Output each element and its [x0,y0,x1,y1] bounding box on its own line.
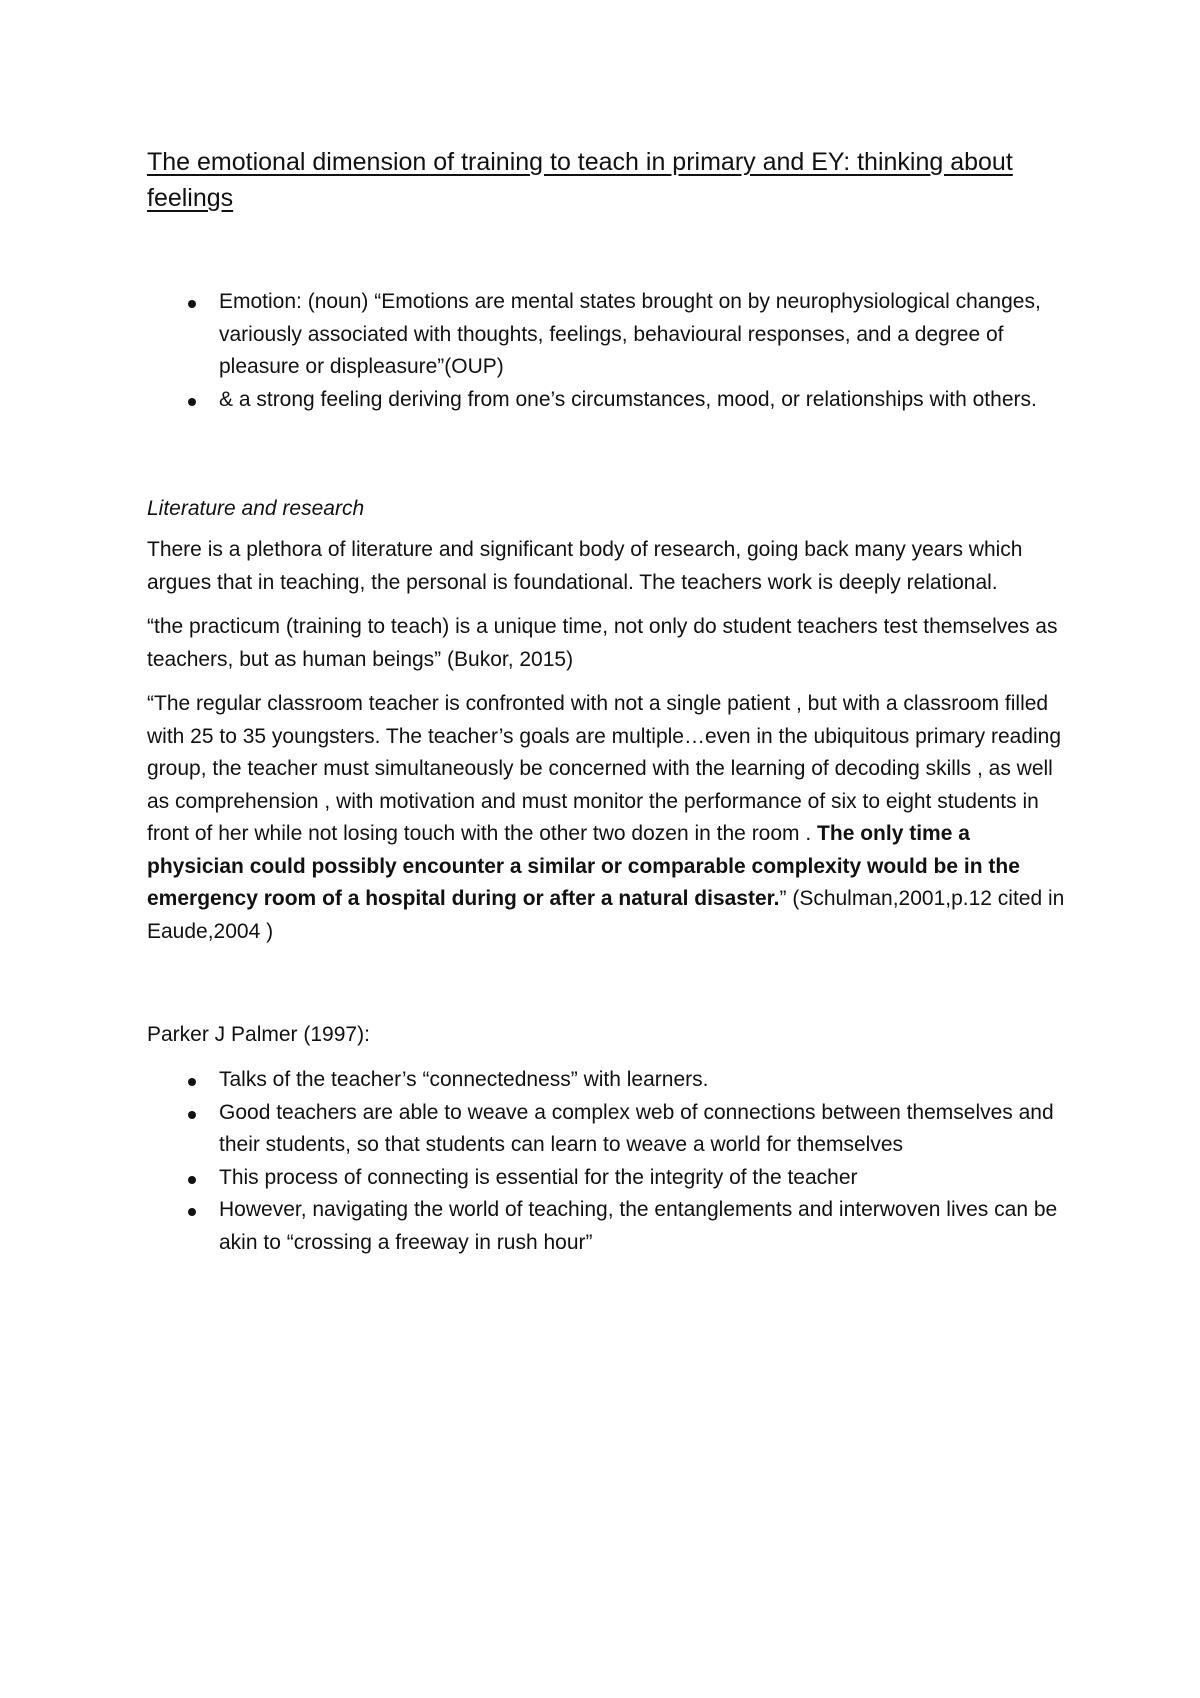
list-item [147,1162,1070,1195]
list-item [147,1194,1070,1259]
list-item-text: This process of connecting is essential for the integrity of the teacher [219,1165,858,1189]
section-heading-palmer: Parker J Palmer (1997): [147,1023,370,1046]
list-item [147,1064,1070,1097]
paragraph-schulman-quote [147,688,1070,948]
list-item [147,384,1070,417]
paragraph-bukor-quote: “the practicum (training to teach) is a unique time, not only do student teachers test themselves as teachers, but as human beings” (Bukor, 2015) [147,615,1058,671]
section-heading-literature: Literature and research [147,497,365,520]
list-item-text: Talks of the teacher’s “connectedness” with learners. [219,1068,709,1091]
quote-citation: ” (Schulman,2001,p.12 cited in Eaude,2004 ) [147,887,1065,943]
bullet-icon [188,300,196,308]
bullet-icon [188,1111,196,1119]
list-item-text: Emotion: (noun) “Emotions are mental states brought on by neurophysiological changes, variously associated with thoughts, feelings, behavioural responses, and a degree of pleasure or displeasure”(OUP) [219,290,1041,378]
list-item [147,286,1070,384]
list-item [147,1097,1070,1162]
bullet-icon [188,1078,196,1086]
list-item-text: & a strong feeling deriving from one’s circumstances, mood, or relationships with others. [219,387,1037,411]
quote-emphasis: The only time a physician could possibly encounter a similar or comparable complexity would be in the emergency room of a hospital during or after a natural disaster. [147,822,1020,910]
bullet-icon [188,1176,196,1184]
bullet-icon [188,1208,196,1216]
document-title: The emotional dimension of training to teach in primary and EY: thinking about feelings [147,148,1013,212]
bullet-icon [188,398,196,406]
definition-list [147,286,1070,416]
palmer-list [147,1064,1070,1259]
list-item-text: Good teachers are able to weave a complex web of connections between themselves and their students, so that students can learn to weave a world for themselves [219,1100,1054,1156]
paragraph-plethora: There is a plethora of literature and significant body of research, going back many years which argues that in teaching, the personal is foundational. The teachers work is deeply relational. [147,538,1023,594]
quote-text: “The regular classroom teacher is confronted with not a single patient , but with a classroom filled with 25 to 35 youngsters. The teacher’s goals are multiple…even in the ubiquitous primary reading group, the teacher must simultaneously be concerned with the learning of decoding skills , as well as comprehension , with motivation and must monitor the performance of six to eight students in front of her while not losing touch with the other two dozen in the room . [147,692,1062,845]
list-item-text: However, navigating the world of teaching, the entanglements and interwoven lives can be akin to “crossing a freeway in rush hour” [219,1198,1058,1254]
